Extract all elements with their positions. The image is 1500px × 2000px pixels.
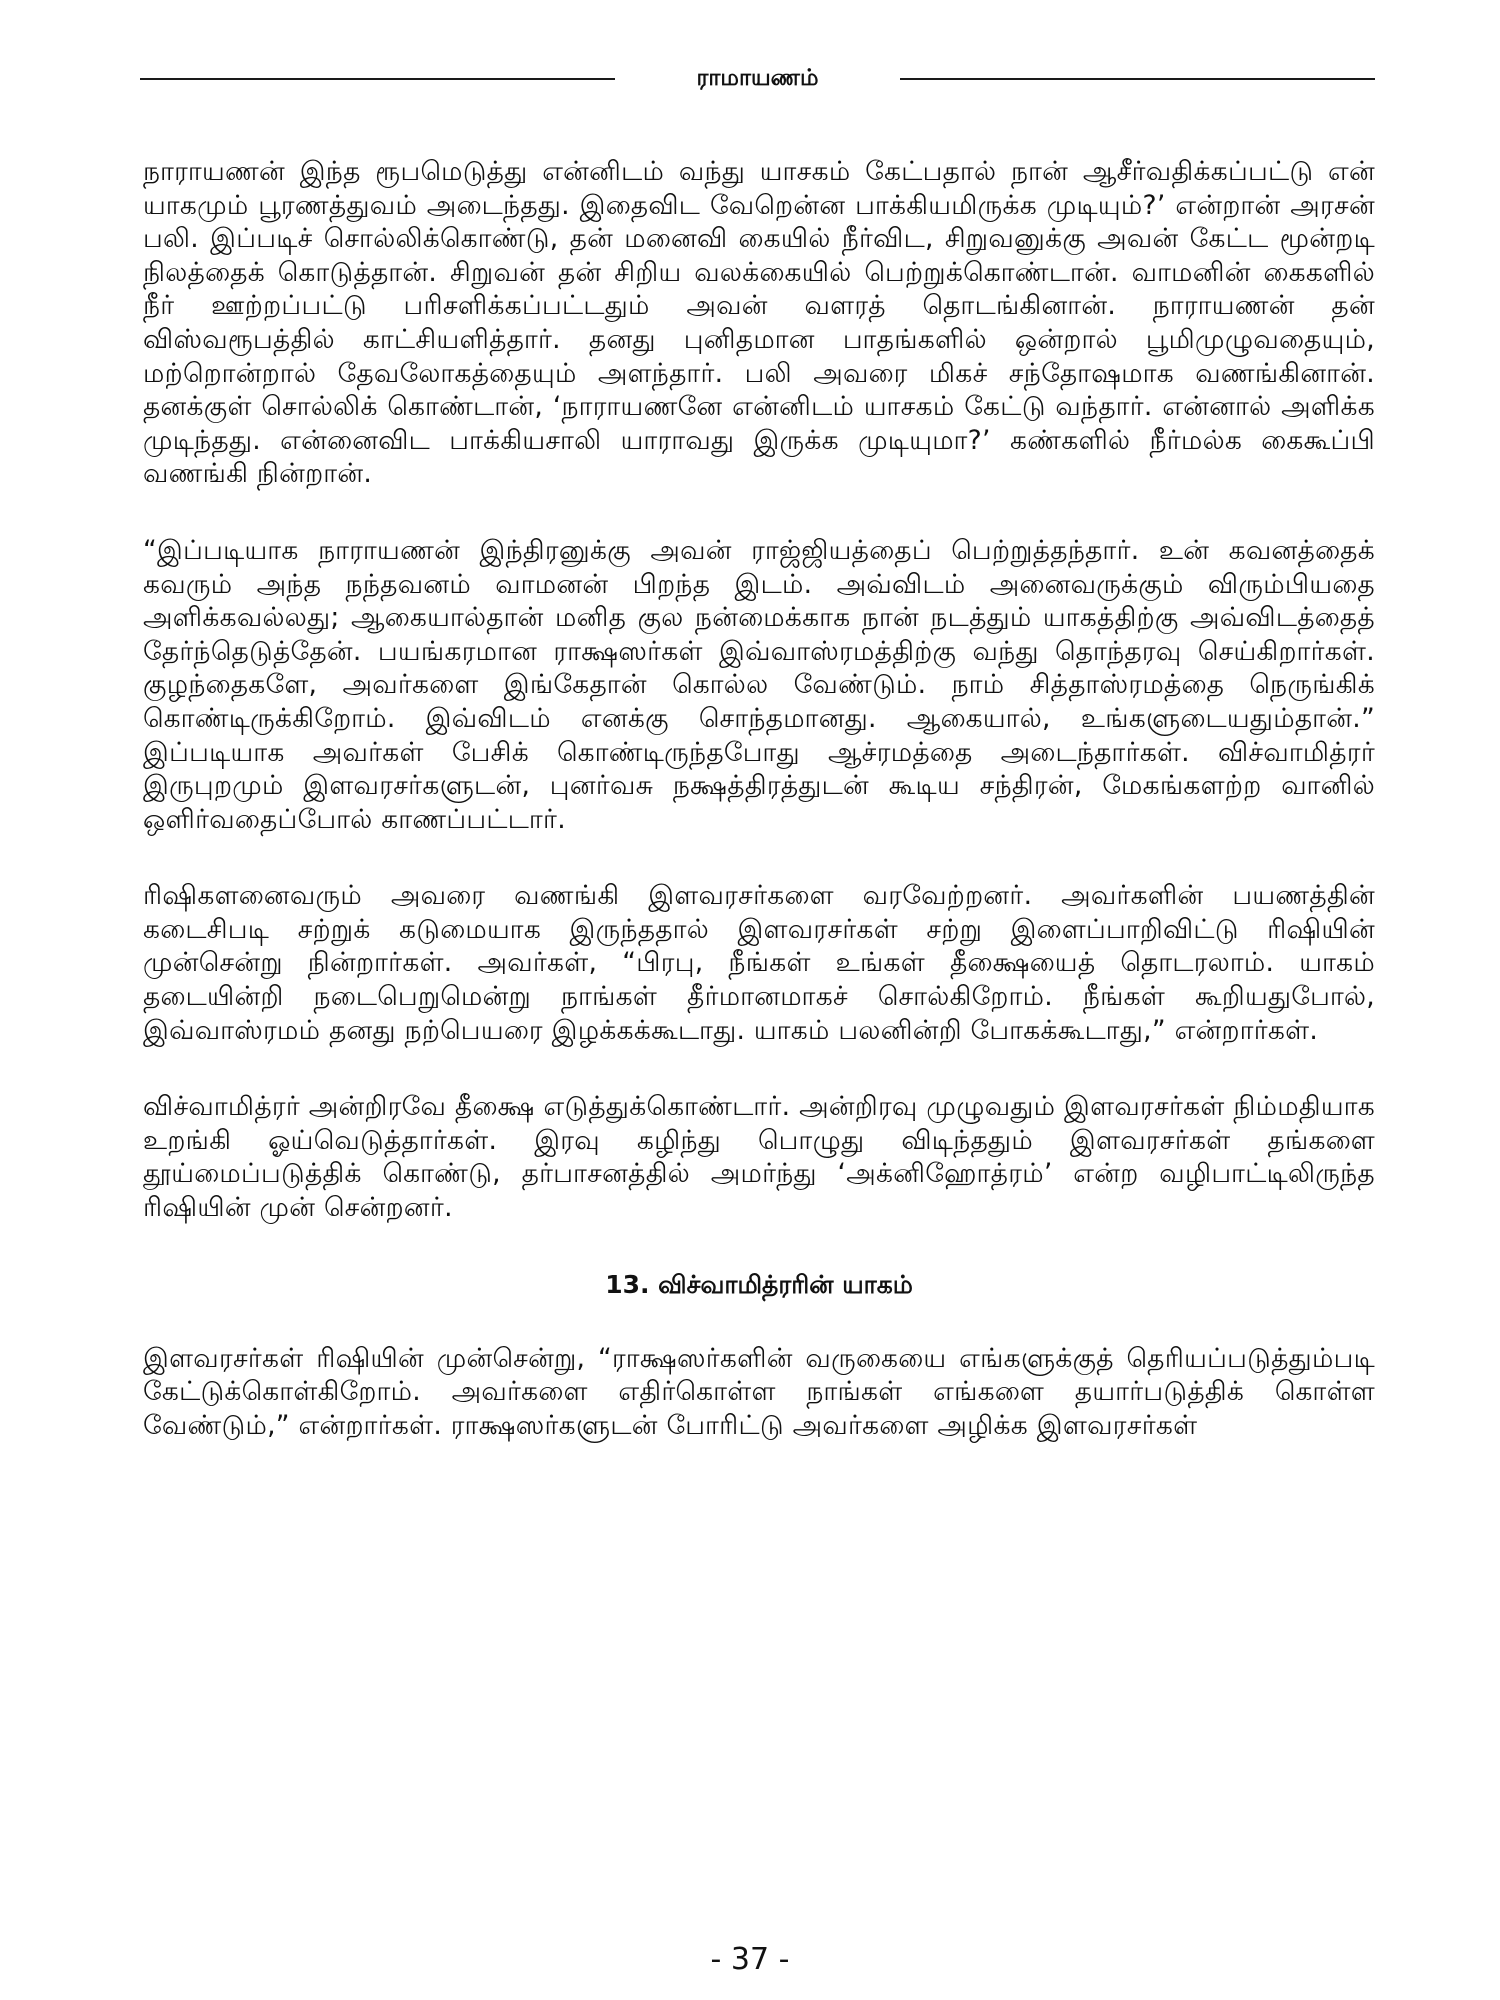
chapter-heading: 13. விச்வாமித்ரரின் யாகம் — [605, 1269, 913, 1299]
body-text — [143, 155, 1375, 1485]
header-rule-left — [140, 78, 615, 80]
paragraph-2: “இப்படியாக நாராயணன் இந்திரனுக்கு அவன் ராஜ்ஜியத்தைப் பெற்றுத்தந்தார். உன் கவனத்தைக் கவரும் அந்த நந்தவனம் வாமனன் பிறந்த இடம். அவ்விடம் அனைவருக்கும் விரும்பியதை அளிக்கவல்லது; ஆகையால்தான் மனித குல நன்மைக்காக நான் நடத்தும் யாகத்திற்கு அவ்விடத்தைத் தேர்ந்தெடுத்தேன். பயங்கரமான ராக்ஷஸர்கள் இவ்வாஸ்ரமத்திற்கு வந்து தொந்தரவு செய்கிறார்கள். குழந்தைகளே, அவர்களை இங்கேதான் கொல்ல வேண்டும். நாம் சித்தாஸ்ரமத்தை நெருங்கிக் கொண்டிருக்கிறோம். இவ்விடம் எனக்கு சொந்தமானது. ஆகையால், உங்களுடையதும்தான்.” இப்படியாக அவர்கள் பேசிக் கொண்டிருந்தபோது ஆச்ரமத்தை அடைந்தார்கள். விச்வாமித்ரர் இருபுறமும் இளவரசர்களுடன், புனர்வசு நக்ஷத்திரத்துடன் கூடிய சந்திரன், மேகங்களற்ற வானில் ஒளிர்வதைப்போல் காணப்பட்டார். — [143, 534, 1375, 835]
paragraph-4: விச்வாமித்ரர் அன்றிரவே தீக்ஷை எடுத்துக்கொண்டார். அன்றிரவு முழுவதும் இளவரசர்கள் நிம்மதியாக உறங்கி ஓய்வெடுத்தார்கள். இரவு கழிந்து பொழுது விடிந்ததும் இளவரசர்கள் தங்களை தூய்மைப்படுத்திக் கொண்டு, தர்பாசனத்தில் அமர்ந்து ‘அக்னிஹோத்ரம்’ என்ற வழிபாட்டிலிருந்த ரிஷியின் முன் சென்றனர். — [143, 1091, 1375, 1224]
header-rule-right — [900, 78, 1375, 80]
running-header — [140, 58, 1375, 98]
paragraph-3: ரிஷிகளனைவரும் அவரை வணங்கி இளவரசர்களை வரவேற்றனர். அவர்களின் பயணத்தின் கடைசிபடி சற்றுக் கடுமையாக இருந்ததால் இளவரசர்கள் சற்று இளைப்பாறிவிட்டு ரிஷியின் முன்சென்று நின்றார்கள். அவர்கள், “பிரபு, நீங்கள் உங்கள் தீக்ஷையைத் தொடரலாம். யாகம் தடையின்றி நடைபெறுமென்று நாங்கள் தீர்மானமாகச் சொல்கிறோம். நீங்கள் கூறியதுபோல், இவ்வாஸ்ரமம் தனது நற்பெயரை இழக்கக்கூடாது. யாகம் பலனின்றி போகக்கூடாது,” என்றார்கள். — [143, 880, 1375, 1046]
running-title: ராமாயணம் — [696, 65, 819, 91]
page-number: - 37 - — [710, 1942, 790, 1977]
paragraph-1: நாராயணன் இந்த ரூபமெடுத்து என்னிடம் வந்து யாசகம் கேட்பதால் நான் ஆசீர்வதிக்கப்பட்டு என் யாகமும் பூரணத்துவம் அடைந்தது. இதைவிட வேறென்ன பாக்கியமிருக்க முடியும்?’ என்றான் அரசன் பலி. இப்படிச் சொல்லிக்கொண்டு, தன் மனைவி கையில் நீர்விட, சிறுவனுக்கு அவன் கேட்ட மூன்றடி நிலத்தைக் கொடுத்தான். சிறுவன் தன் சிறிய வலக்கையில் பெற்றுக்கொண்டான். வாமனின் கைகளில் நீர் ஊற்றப்பட்டு பரிசளிக்கப்பட்டதும் அவன் வளரத் தொடங்கினான். நாராயணன் தன் விஸ்வரூபத்தில் காட்சியளித்தார். தனது புனிதமான பாதங்களில் ஒன்றால் பூமிமுழுவதையும், மற்றொன்றால் தேவலோகத்தையும் அளந்தார். பலி அவரை மிகச் சந்தோஷமாக வணங்கினான். தனக்குள் சொல்லிக் கொண்டான், ‘நாராயணனே என்னிடம் யாசகம் கேட்டு வந்தார். என்னால் அளிக்க முடிந்தது. என்னைவிட பாக்கியசாலி யாராவது இருக்க முடியுமா?’ கண்களில் நீர்மல்க கைகூப்பி வணங்கி நின்றான். — [143, 156, 1375, 490]
chapter-paragraph: இளவரசர்கள் ரிஷியின் முன்சென்று, “ராக்ஷஸர்களின் வருகையை எங்களுக்குத் தெரியப்படுத்தும்படி கேட்டுக்கொள்கிறோம். அவர்களை எதிர்கொள்ள நாங்கள் எங்களை தயார்படுத்திக் கொள்ள வேண்டும்,” என்றார்கள். ராக்ஷஸர்களுடன் போரிட்டு அவர்களை அழிக்க இளவரசர்கள் — [143, 1342, 1375, 1441]
